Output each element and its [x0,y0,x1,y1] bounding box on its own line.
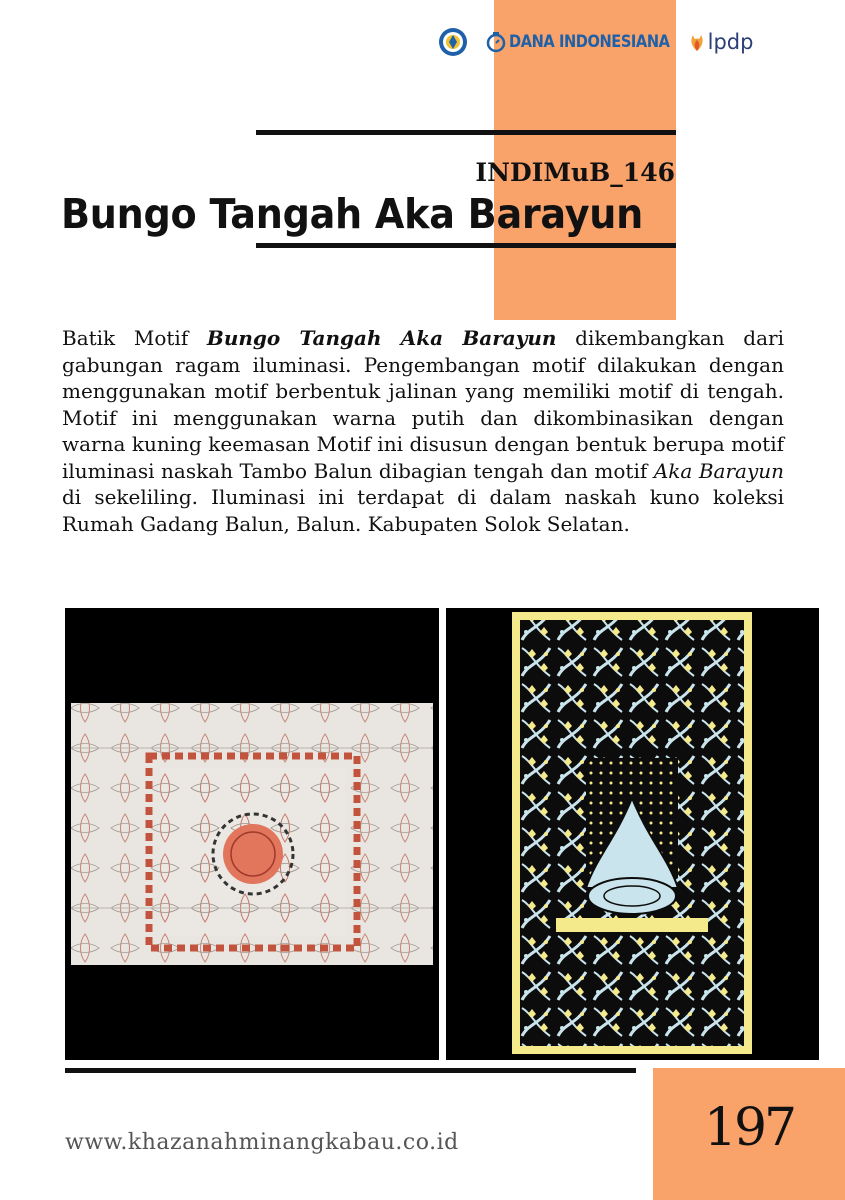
page-title: Bungo Tangah Aka Barayun [61,190,644,238]
header-logos [438,22,753,62]
website-url: www.khazanahminangkabau.co.id [65,1130,459,1155]
dana-indonesiana-logo [486,31,696,53]
aka-barayun-emphasis: Aka Barayun [653,458,784,483]
title-top-rule [256,130,676,135]
manuscript-illumination-photo [65,608,439,1060]
motif-name-emphasis: Bungo Tangah Aka Barayun [206,326,557,350]
batik-design-image [446,608,819,1060]
catalog-code: INDIMuB_146 [475,158,675,187]
body-suffix: di sekeliling. Iluminasi ini terdapat di dalam naskah kuno koleksi Rumah Gadang Balun, Balun. Kabupaten Solok Selatan. [62,485,784,536]
dana-indonesiana-label: DANA INDONESIANA [509,32,670,52]
lpdp-flame-icon [688,32,706,52]
description-paragraph [62,325,784,537]
body-mid: dikembangkan dari gabungan ragam iluminasi. Pengembangan motif dilakukan dengan menggunakan motif berbentuk jalinan yang memiliki motif di tengah. Motif ini menggunakan warna putih dan dikombinasikan dengan warna kuning keemasan Motif ini disusun dengan bentuk berupa motif iluminasi naskah Tambo Balun dibagian tengah dan motif [62,326,784,483]
body-prefix: Batik Motif [62,326,207,350]
page-number: 197 [703,1098,795,1158]
title-bottom-rule [256,243,676,248]
lpdp-logo [688,30,754,54]
bottom-rule [65,1068,636,1073]
lpdp-label: lpdp [707,30,754,54]
stopwatch-icon [486,31,506,53]
tut-wuri-handayani-logo [438,27,468,57]
